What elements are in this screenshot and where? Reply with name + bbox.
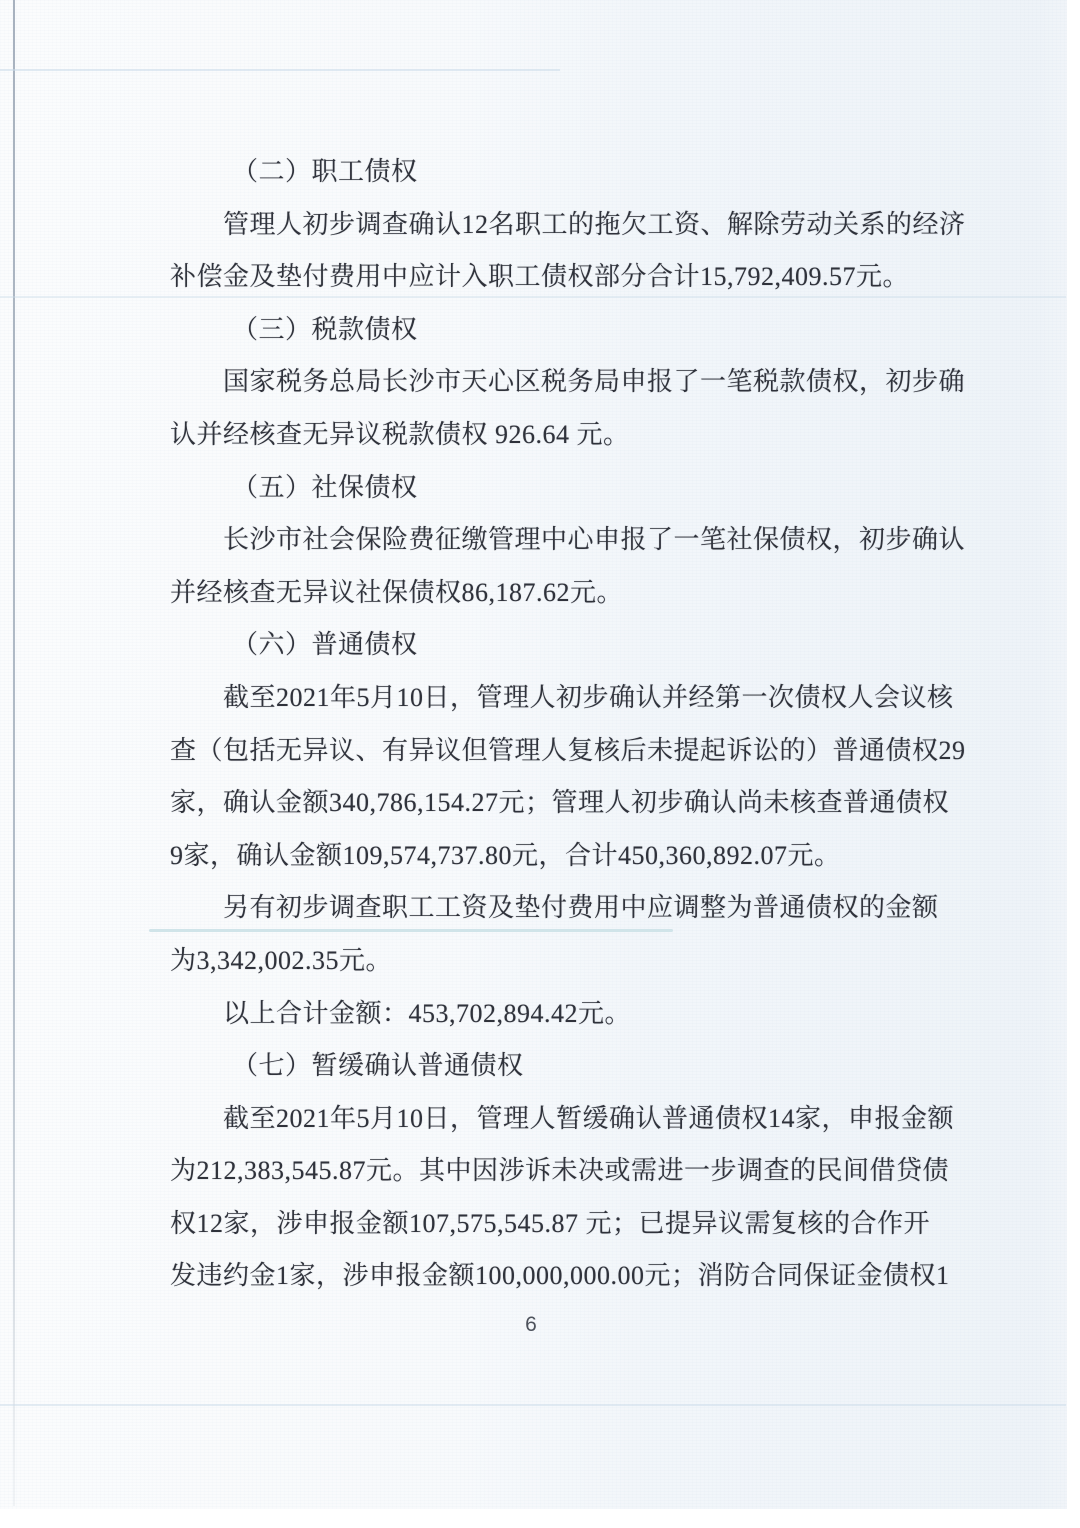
scan-bottom-margin bbox=[0, 1509, 1080, 1528]
page-number: 6 bbox=[525, 1313, 537, 1336]
section-heading-deferred-ordinary-claims: （七）暂缓确认普通债权 bbox=[232, 1051, 524, 1081]
paragraph-line: 为212,383,545.87元。其中因涉诉未决或需进一步调查的民间借贷债 bbox=[170, 1156, 950, 1186]
section-heading-tax-claims: （三）税款债权 bbox=[232, 314, 418, 344]
paragraph-line: 截至2021年5月10日，管理人暂缓确认普通债权14家，申报金额 bbox=[223, 1103, 955, 1133]
paragraph-line-total: 以上合计金额：453,702,894.42元。 bbox=[223, 998, 632, 1028]
paragraph-line: 截至2021年5月10日，管理人初步确认并经第一次债权人会议核 bbox=[223, 682, 954, 712]
paragraph-line: 9家，确认金额109,574,737.80元，合计450,360,892.07元。 bbox=[170, 840, 841, 870]
paragraph-line: 为3,342,002.35元。 bbox=[170, 945, 393, 975]
paragraph-line: 认并经核查无异议税款债权 926.64 元。 bbox=[170, 419, 630, 449]
paragraph-line: 补偿金及垫付费用中应计入职工债权部分合计15,792,409.57元。 bbox=[170, 262, 910, 292]
underline-artifact bbox=[149, 929, 673, 932]
document-body bbox=[170, 146, 966, 1303]
paragraph-line: 管理人初步调查确认12名职工的拖欠工资、解除劳动关系的经济 bbox=[223, 209, 966, 239]
section-heading-social-security-claims: （五）社保债权 bbox=[232, 472, 418, 502]
section-heading-ordinary-claims: （六）普通债权 bbox=[232, 630, 418, 660]
scan-streak-artifact bbox=[0, 69, 560, 71]
scan-right-margin bbox=[1067, 0, 1080, 1528]
paragraph-line: 并经核查无异议社保债权86,187.62元。 bbox=[170, 577, 624, 607]
section-heading-employee-claims: （二）职工债权 bbox=[232, 157, 418, 186]
paragraph-line: 权12家，涉申报金额107,575,545.87 元；已提异议需复核的合作开 bbox=[170, 1208, 931, 1238]
paragraph-line: 另有初步调查职工工资及垫付费用中应调整为普通债权的金额 bbox=[223, 893, 939, 923]
paragraph-line: 家，确认金额340,786,154.27元；管理人初步确认尚未核查普通债权 bbox=[170, 788, 950, 818]
paragraph-line: 发违约金1家，涉申报金额100,000,000.00元；消防合同保证金债权1 bbox=[170, 1261, 950, 1291]
paragraph-line: 国家税务总局长沙市天心区税务局申报了一笔税款债权，初步确 bbox=[223, 367, 966, 397]
paragraph-line: 查（包括无异议、有异议但管理人复核后未提起诉讼的）普通债权29 bbox=[170, 735, 966, 765]
paragraph-line: 长沙市社会保险费征缴管理中心申报了一笔社保债权，初步确认 bbox=[223, 525, 966, 555]
page-left-edge-line bbox=[13, 0, 15, 1506]
scan-streak-artifact bbox=[0, 1404, 1066, 1406]
